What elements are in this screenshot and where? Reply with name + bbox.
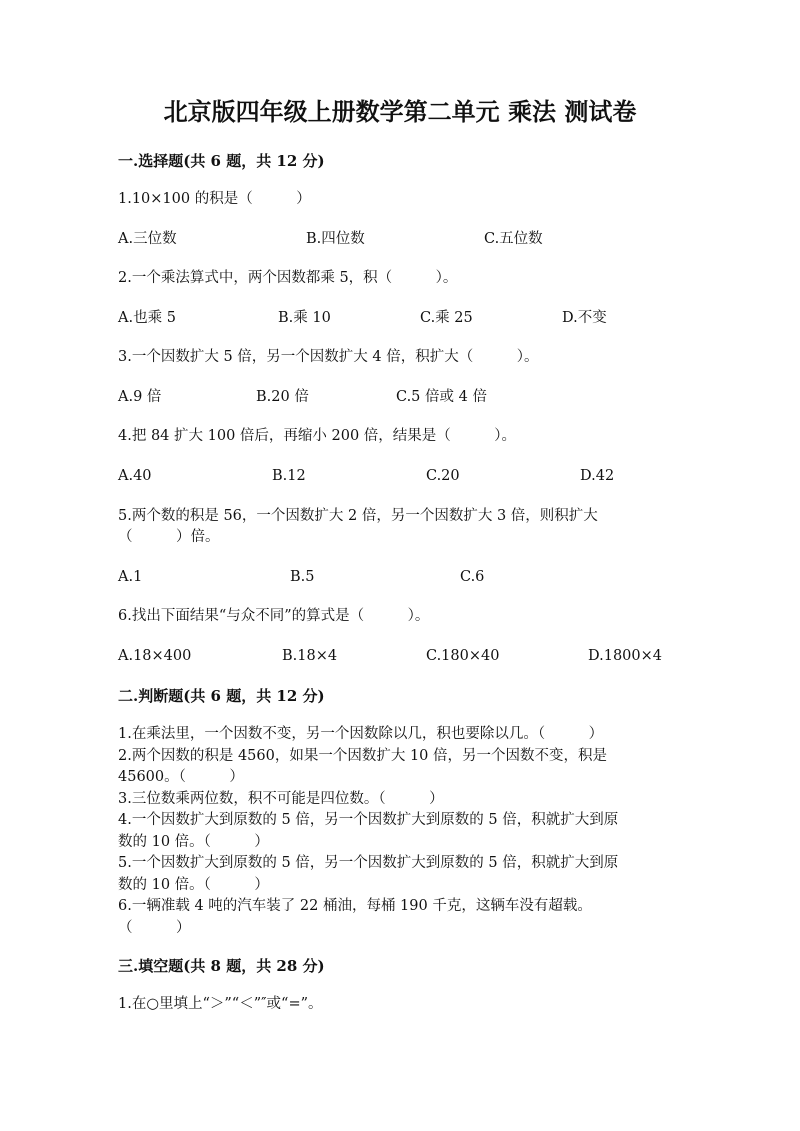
question-text: 4.把 84 扩大 100 倍后，再缩小 200 倍，结果是（ ）。 xyxy=(118,428,517,444)
option-c: C.6 xyxy=(460,569,485,585)
section-heading-judgement: 二.判断题(共 6 题，共 12 分) xyxy=(118,687,325,705)
judgement-line: 5.一个因数扩大到原数的 5 倍，另一个因数扩大到原数的 5 倍，积就扩大到原 xyxy=(118,855,619,871)
judgement-line: 4.一个因数扩大到原数的 5 倍，另一个因数扩大到原数的 5 倍，积就扩大到原 xyxy=(118,812,619,828)
option-d: D.1800×4 xyxy=(588,648,662,664)
option-b: B.12 xyxy=(272,468,306,484)
option-c: C.5 倍或 4 倍 xyxy=(396,389,487,405)
question-text: 2.一个乘法算式中，两个因数都乘 5，积（ ）。 xyxy=(118,270,458,286)
option-a: A.三位数 xyxy=(118,231,177,247)
option-c: C.五位数 xyxy=(484,231,543,247)
judgement-line: 45600。（ ） xyxy=(118,769,244,785)
option-a: A.1 xyxy=(118,569,143,585)
option-b: B.乘 10 xyxy=(278,310,331,326)
option-b: B.20 倍 xyxy=(256,389,309,405)
judgement-line: 2.两个因数的积是 4560，如果一个因数扩大 10 倍，另一个因数不变，积是 xyxy=(118,748,608,764)
option-a: A.也乘 5 xyxy=(118,310,176,326)
option-d: D.不变 xyxy=(562,310,607,326)
judgement-line: 数的 10 倍。（ ） xyxy=(118,877,269,893)
option-d: D.42 xyxy=(580,468,615,484)
question-text: 5.两个数的积是 56，一个因数扩大 2 倍，另一个因数扩大 3 倍，则积扩大 xyxy=(118,508,598,524)
option-c: C.20 xyxy=(426,468,460,484)
option-a: A.9 倍 xyxy=(118,389,162,405)
option-b: B.5 xyxy=(290,569,315,585)
judgement-line: 3.三位数乘两位数，积不可能是四位数。（ ） xyxy=(118,791,444,807)
option-c: C.180×40 xyxy=(426,648,500,664)
question-text: 1.在○里填上“＞”“＜”″或“=”。 xyxy=(118,996,323,1012)
question-text-continued: （ ）倍。 xyxy=(118,529,220,545)
judgement-line: 6.一辆准载 4 吨的汽车装了 22 桶油，每桶 190 千克，这辆车没有超载。 xyxy=(118,898,592,914)
question-text: 3.一个因数扩大 5 倍，另一个因数扩大 4 倍，积扩大（ ）。 xyxy=(118,349,539,365)
judgement-line: （ ） xyxy=(118,920,191,936)
option-c: C.乘 25 xyxy=(420,310,473,326)
option-b: B.四位数 xyxy=(306,231,365,247)
page-title: 北京版四年级上册数学第二单元 乘法 测试卷 xyxy=(163,97,637,126)
question-text: 1.10×100 的积是（ ） xyxy=(118,191,311,207)
option-a: A.18×400 xyxy=(118,648,192,664)
question-text: 6.找出下面结果“与众不同”的算式是（ ）。 xyxy=(118,608,430,624)
section-heading-fill-blank: 三.填空题(共 8 题，共 28 分) xyxy=(118,957,325,975)
option-a: A.40 xyxy=(118,468,152,484)
option-b: B.18×4 xyxy=(282,648,338,664)
section-heading-choice: 一.选择题(共 6 题，共 12 分) xyxy=(118,152,325,170)
judgement-line: 1.在乘法里，一个因数不变，另一个因数除以几，积也要除以几。（ ） xyxy=(118,726,604,742)
judgement-line: 数的 10 倍。（ ） xyxy=(118,834,269,850)
